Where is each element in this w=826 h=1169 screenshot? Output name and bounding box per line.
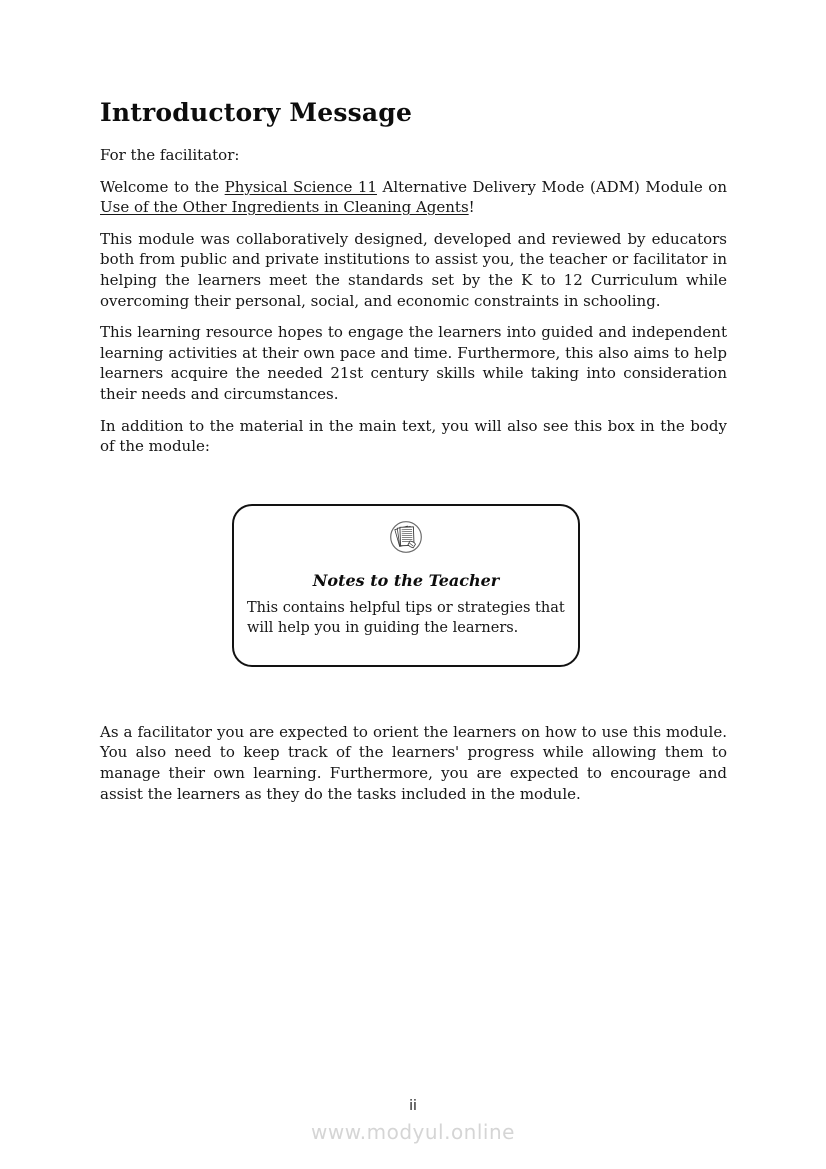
- salutation-line: For the facilitator:: [100, 146, 240, 164]
- notes-pages-icon: [247, 519, 565, 555]
- module-topic-underlined: Use of the Other Ingredients in Cleaning Agents: [100, 198, 469, 217]
- welcome-text-pre: Welcome to the: [100, 177, 225, 196]
- page-content: [100, 0, 727, 815]
- paragraph-facilitator-role: As a facilitator you are expected to orient the learners on how to use this module. You also need to keep track of the learners' progress while allowing them to manage their own learning. Furthermore, you are expected to encourage and assist the learners as they do the tasks included in the module.: [100, 722, 727, 803]
- notes-to-teacher-box: [232, 504, 580, 667]
- paragraph-learning-resource: This learning resource hopes to engage the learners into guided and independent learning activities at their own pace and time. Furthermore, this also aims to help learners acquire the needed 21st century skills while taking into consideration their needs and circumstances.: [100, 323, 727, 403]
- welcome-paragraph: [100, 177, 727, 218]
- watermark-text: www.modyul.online: [311, 1120, 515, 1144]
- welcome-text-mid: Alternative Delivery Mode (ADM) Module on: [376, 177, 727, 196]
- module-subject-underlined: Physical Science 11: [224, 177, 377, 196]
- page-title: Introductory Message: [100, 98, 413, 127]
- page-number: ii: [409, 1098, 417, 1114]
- welcome-text-post: !: [468, 198, 475, 217]
- note-box-title: Notes to the Teacher: [312, 570, 500, 590]
- paragraph-module-design: This module was collaboratively designed, developed and reviewed by educators both from public and private institutions to assist you, the teacher or facilitator in helping the learners meet the standards set by the K to 12 Curriculum while overcoming their personal, social, and economic constraints in schooling.: [100, 229, 727, 310]
- note-box-body: This contains helpful tips or strategies that will help you in guiding the learners.: [247, 599, 565, 637]
- paragraph-box-intro: In addition to the material in the main text, you will also see this box in the body of the module:: [100, 416, 727, 456]
